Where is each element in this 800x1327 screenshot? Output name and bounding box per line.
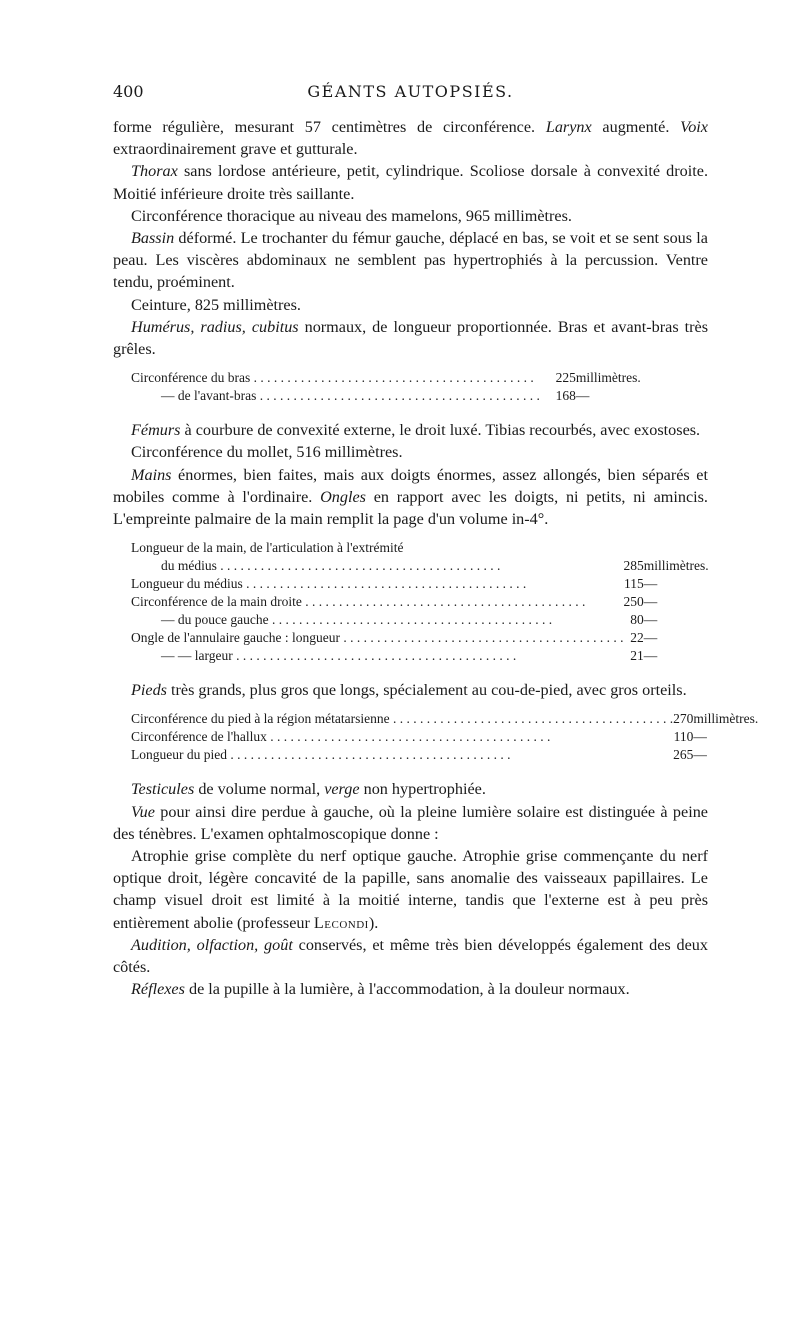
table-row: Longueur du médius . . . 115 — (131, 575, 709, 593)
paragraph-vue: Vue pour ainsi dire perdue à gauche, où la pleine lumière solaire est distinguée à peine des ténèbres. L'examen ophtalmoscopique donne : (113, 802, 708, 843)
table-row: Ongle de l'annulaire gauche : longueur . . . 22 — (131, 629, 709, 647)
table-row: Circonférence du pied à la région métatarsienne . . . 270 millimètres. (131, 710, 758, 728)
table-heading-row: Longueur de la main, de l'articulation à l'extrémité (131, 540, 404, 556)
paragraph-ceinture: Ceinture, 825 millimètres. (131, 295, 301, 314)
running-title: GÉANTS AUTOPSIÉS. (307, 82, 514, 101)
hand-measurements-table (131, 539, 709, 665)
table-row: Circonférence de l'hallux . . . 110 — (131, 728, 758, 746)
paragraph-humerus: Humérus, radius, cubitus normaux, de longueur proportionnée. Bras et avant-bras très grêles. (113, 317, 708, 359)
arm-measurements-table (131, 369, 691, 405)
paragraph-bassin: Bassin déformé. Le trochanter du fémur gauche, déplacé en bas, se voit et se sent sous la peau. Les viscères abdominaux ne semblent pas hypertrophiés à la percussion. Ventre tendu, proéminent. (113, 229, 708, 292)
table-row: Longueur du pied . . . 265 — (131, 746, 758, 764)
paragraph-mains: Mains énormes, bien faites, mais aux doigts énormes, assez allongés, bien séparés et mobiles comme à l'ordinaire. Ongles en rapport avec les doigts, ni petits, ni amincis. L'empreinte palmaire de la main remplit la page d'un volume in-4°. (113, 465, 708, 529)
table-row: — — largeur . . . 21 — (131, 647, 709, 665)
page-header (113, 82, 708, 106)
table-row: du médius . . . 285 millimètres. (131, 557, 709, 575)
paragraph-femurs: Fémurs à courbure de convexité externe, le droit luxé. Tibias recourbés, avec exostoses. (131, 421, 701, 440)
table-row: Circonférence du bras . . . 225 millimètres. (131, 369, 691, 387)
paragraph-atrophie: Atrophie grise complète du nerf optique gauche. Atrophie grise commençante du nerf optique droit, légère concavité de la papille, sans anomalie des vaisseaux papillaires. Le champ visuel droit est limité à la moitié interne, tandis que l'externe est à peu près entièrement abolie (professeur Lecondi). (113, 847, 708, 932)
paragraph-audition: Audition, olfaction, goût conservés, et même très bien développés également des deux côtés. (113, 935, 708, 977)
page-number: 400 (113, 82, 144, 101)
table-row: — du pouce gauche . . . 80 — (131, 611, 709, 629)
paragraph-thoracic-circumference: Circonférence thoracique au niveau des mamelons, 965 millimètres. (131, 206, 572, 225)
paragraph-pieds: Pieds très grands, plus gros que longs, spécialement au cou-de-pied, avec gros orteils. (131, 681, 687, 700)
paragraph-testicules: Testicules de volume normal, verge non hypertrophiée. (131, 780, 486, 799)
paragraph-larynx: forme régulière, mesurant 57 centimètres de circonférence. Larynx augmenté. Voix extraordinairement grave et gutturale. (113, 118, 708, 159)
paragraph-mollet: Circonférence du mollet, 516 millimètres. (131, 443, 403, 462)
paragraph-reflexes: Réflexes de la pupille à la lumière, à l'accommodation, à la douleur normaux. (131, 980, 630, 999)
book-page (113, 82, 759, 1000)
paragraph-thorax: Thorax sans lordose antérieure, petit, cylindrique. Scoliose dorsale à convexité droite. Moitié inférieure droite très saillante. (113, 162, 708, 203)
foot-measurements-table (131, 710, 758, 764)
table-row: Circonférence de la main droite . . . 250 — (131, 593, 709, 611)
table-row: — de l'avant-bras . . . 168 — (131, 387, 691, 405)
